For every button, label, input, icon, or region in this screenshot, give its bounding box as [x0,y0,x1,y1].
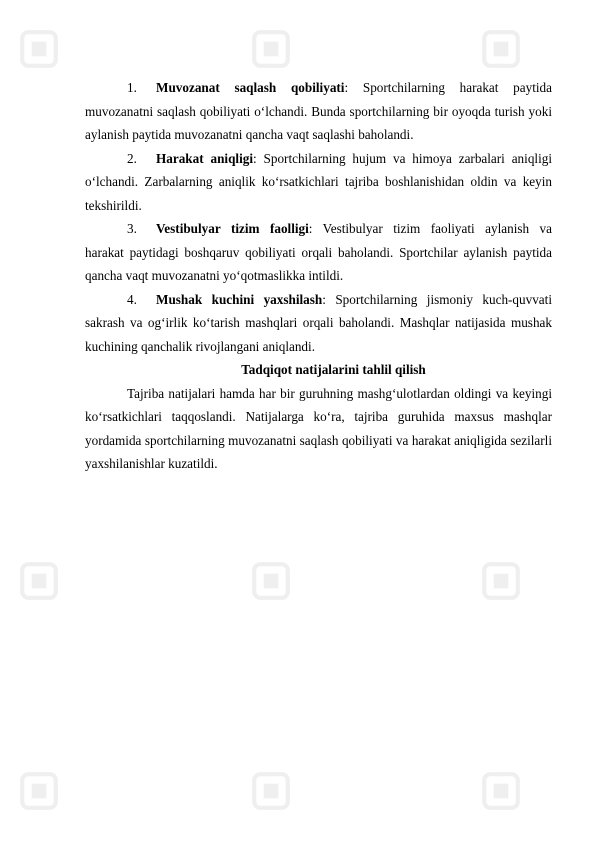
list-item-first-line-rest: Vestibulyar tizim faoliyati aylanish va [312,221,553,236]
list-item-number: 2. [127,150,137,166]
list-item-first-text [156,76,552,100]
list-item-first-line-rest: Sportchilarning harakat paytida [348,80,552,95]
list-item-number: 1. [127,80,137,95]
list-item-separator: : [308,221,313,236]
list-item-continuation: muvozanatni saqlash qobiliyati o‘lchandi. Bunda sportchilarning bir oyoqda turish yoki aylanish paytida muvozanatni qancha vaqt saqlashi baholandi. [85,103,552,142]
list-item-muscle-strength [85,288,552,359]
section-heading: Tadqiqot natijalarini tahlil qilish [241,362,426,377]
list-item-first-line [85,288,552,312]
list-item-first-line [85,76,552,100]
list-item-term: Harakat aniqligi [156,150,253,166]
results-paragraph: Tajriba natijalari hamda har bir guruhning mashg‘ulotlardan oldingi va keyingi ko‘rsatkichlari taqqoslandi. Natijalarga ko‘ra, tajriba guruhida maxsus mashqlar yordamida sportchilarning muvozanatni saqlash qobiliyati va harakat aniqligida sezilarli yaxshilanishlar kuzatildi. [85,385,552,471]
list-item-first-line-rest: Sportchilarning hujum va himoya zarbalari aniqligi [256,150,552,166]
list-item-term: Vestibulyar tizim faolligi [156,221,309,236]
list-item-separator: : [253,150,257,166]
watermark-logo-icon [480,28,522,70]
list-item-first-text [156,217,552,241]
list-item-term: Muvozanat saqlash qobiliyati [156,80,345,95]
list-item-balance [85,76,552,147]
list-item-first-text [156,288,552,312]
list-item-number: 3. [127,221,137,236]
list-item-first-line [85,217,552,241]
watermark-logo-icon [250,560,292,602]
list-item-first-line-rest: Sportchilarning jismoniy kuch-quvvati [325,291,552,307]
list-item-first-text [156,147,552,171]
list-item-separator: : [322,291,326,307]
list-item-accuracy [85,147,552,218]
list-item-continuation: o‘lchandi. Zarbalarning aniqlik ko‘rsatkichlari tajriba boshlanishidan oldin va keyin tekshirildi. [85,174,552,213]
watermark-logo-icon [250,770,292,812]
document-page [85,76,552,476]
list-item-vestibular [85,217,552,288]
list-item-term: Mushak kuchini yaxshilash [156,291,323,307]
watermark-logo-icon [18,770,60,812]
watermark-logo-icon [18,28,60,70]
list-item-number: 4. [127,291,137,307]
list-item-continuation: sakrash va og‘irlik ko‘tarish mashqlari orqali baholandi. Mashqlar natijasida mushak kuchining qanchalik rivojlangani aniqlandi. [85,315,552,354]
watermark-logo-icon [480,560,522,602]
list-item-first-line [85,147,552,171]
list-item-separator: : [344,80,349,95]
watermark-logo-icon [250,28,292,70]
watermark-logo-icon [18,560,60,602]
list-item-continuation: harakat paytidagi boshqaruv qobiliyati orqali baholandi. Sportchilar aylanish paytida qancha vaqt muvozanatni yo‘qotmaslikka intildi. [85,244,552,283]
watermark-logo-icon [480,770,522,812]
